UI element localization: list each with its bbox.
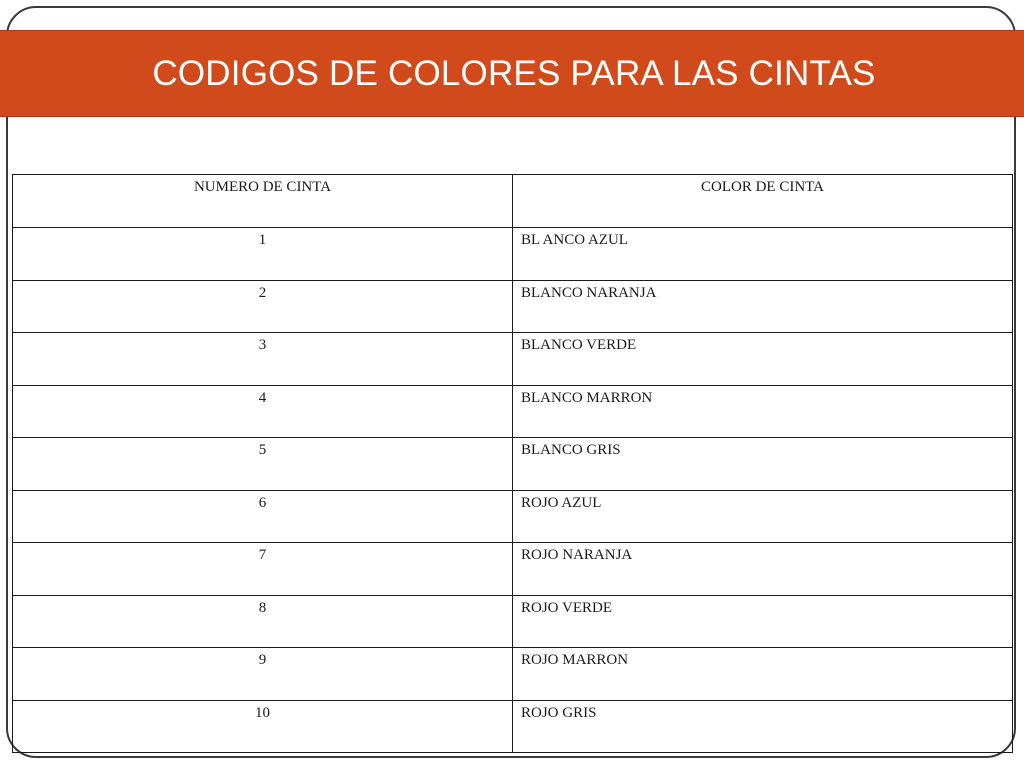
cell-number: 10 (13, 700, 513, 753)
cell-color: ROJO AZUL (513, 490, 1013, 543)
header-color: COLOR DE CINTA (513, 175, 1013, 228)
cell-color: ROJO MARRON (513, 648, 1013, 701)
table-row (13, 700, 1013, 753)
cell-color: BLANCO VERDE (513, 333, 1013, 386)
slide-title: CODIGOS DE COLORES PARA LAS CINTAS (152, 53, 876, 93)
cell-number: 9 (13, 648, 513, 701)
header-number: NUMERO DE CINTA (13, 175, 513, 228)
cell-number: 7 (13, 543, 513, 596)
cell-number: 5 (13, 438, 513, 491)
table-row (13, 648, 1013, 701)
cell-number: 4 (13, 385, 513, 438)
cell-color: ROJO GRIS (513, 700, 1013, 753)
table-row (13, 543, 1013, 596)
cell-color: ROJO VERDE (513, 595, 1013, 648)
cell-color: BLANCO GRIS (513, 438, 1013, 491)
cell-color: BL ANCO AZUL (513, 228, 1013, 281)
ribbon-color-table-container (12, 174, 1012, 753)
cell-number: 3 (13, 333, 513, 386)
table-row (13, 228, 1013, 281)
table-row (13, 385, 1013, 438)
ribbon-color-table (12, 174, 1013, 753)
cell-number: 2 (13, 280, 513, 333)
table-header-row (13, 175, 1013, 228)
table-row (13, 490, 1013, 543)
table-row (13, 333, 1013, 386)
cell-number: 8 (13, 595, 513, 648)
cell-color: ROJO NARANJA (513, 543, 1013, 596)
table-row (13, 280, 1013, 333)
cell-color: BLANCO NARANJA (513, 280, 1013, 333)
table-row (13, 438, 1013, 491)
cell-number: 1 (13, 228, 513, 281)
title-bar (0, 30, 1024, 117)
cell-color: BLANCO MARRON (513, 385, 1013, 438)
cell-number: 6 (13, 490, 513, 543)
table-row (13, 595, 1013, 648)
